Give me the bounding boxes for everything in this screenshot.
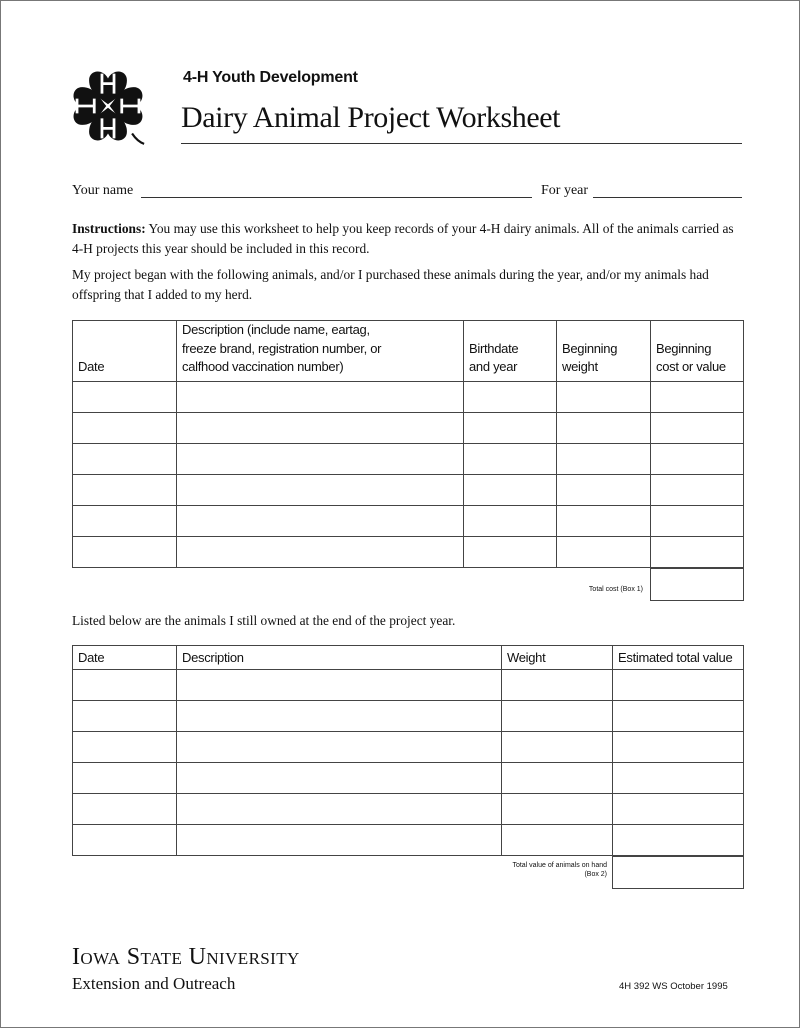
cell[interactable] bbox=[73, 536, 177, 567]
page-title: Dairy Animal Project Worksheet bbox=[181, 101, 561, 134]
cell[interactable] bbox=[502, 825, 613, 856]
col-weight-line-1: Beginning bbox=[562, 340, 618, 356]
cell[interactable] bbox=[73, 763, 177, 794]
year-field[interactable] bbox=[593, 185, 742, 198]
cell[interactable] bbox=[73, 825, 177, 856]
table-row bbox=[73, 794, 744, 825]
university-name: Iowa State University bbox=[72, 944, 300, 970]
name-field[interactable] bbox=[141, 185, 532, 198]
extension-name: Extension and Outreach bbox=[72, 974, 236, 993]
col-birthdate-line-2: and year bbox=[469, 359, 518, 374]
table-row bbox=[73, 412, 744, 443]
cell[interactable] bbox=[557, 412, 651, 443]
cell[interactable] bbox=[177, 763, 502, 794]
cell[interactable] bbox=[613, 825, 744, 856]
cell[interactable] bbox=[557, 536, 651, 567]
cell[interactable] bbox=[177, 794, 502, 825]
cell[interactable] bbox=[177, 474, 464, 505]
instructions-label: Instructions: bbox=[72, 221, 146, 236]
table-row bbox=[73, 670, 744, 701]
total-cost-box[interactable] bbox=[650, 568, 744, 601]
cell[interactable] bbox=[613, 763, 744, 794]
cell[interactable] bbox=[177, 412, 464, 443]
cell[interactable] bbox=[73, 670, 177, 701]
cell[interactable] bbox=[73, 443, 177, 474]
instructions-text bbox=[72, 219, 746, 259]
col-description bbox=[177, 321, 464, 382]
cell[interactable] bbox=[651, 505, 744, 536]
intro-text: My project began with the following animals, and/or I purchased these animals during the year, and/or my animals had offspring that I added to my herd. bbox=[72, 267, 709, 302]
col-weight-line-2: weight bbox=[562, 359, 598, 374]
cell[interactable] bbox=[502, 763, 613, 794]
col-estimated-value: Estimated total value bbox=[613, 646, 744, 670]
table-row bbox=[73, 536, 744, 567]
cell[interactable] bbox=[73, 732, 177, 763]
ending-animals-table bbox=[72, 645, 744, 856]
total-value-box[interactable] bbox=[612, 856, 744, 889]
title-divider bbox=[181, 143, 742, 144]
cell[interactable] bbox=[651, 536, 744, 567]
col-weight: Weight bbox=[502, 646, 613, 670]
table-row bbox=[73, 825, 744, 856]
cell[interactable] bbox=[557, 381, 651, 412]
table-row bbox=[73, 443, 744, 474]
col-cost-line-1: Beginning bbox=[656, 340, 712, 356]
cell[interactable] bbox=[651, 412, 744, 443]
cell[interactable] bbox=[464, 505, 557, 536]
owned-intro-text: Listed below are the animals I still owned at the end of the project year. bbox=[72, 613, 456, 628]
cell[interactable] bbox=[73, 794, 177, 825]
cell[interactable] bbox=[177, 381, 464, 412]
cell[interactable] bbox=[73, 474, 177, 505]
table-header-row bbox=[73, 321, 744, 382]
cell[interactable] bbox=[177, 443, 464, 474]
cell[interactable] bbox=[502, 670, 613, 701]
cell[interactable] bbox=[464, 536, 557, 567]
col-description-line-3: calfhood vaccination number) bbox=[182, 359, 344, 374]
cell[interactable] bbox=[557, 474, 651, 505]
cell[interactable] bbox=[613, 732, 744, 763]
cell[interactable] bbox=[464, 443, 557, 474]
col-birthdate-line-1: Birthdate bbox=[469, 340, 519, 356]
col-birthdate bbox=[464, 321, 557, 382]
total-value-label-line-1: Total value of animals on hand bbox=[512, 862, 607, 869]
cell[interactable] bbox=[177, 701, 502, 732]
total-value-label-line-2: (Box 2) bbox=[584, 871, 607, 878]
cell[interactable] bbox=[557, 505, 651, 536]
col-cost-line-2: cost or value bbox=[656, 359, 726, 374]
cell[interactable] bbox=[557, 443, 651, 474]
col-date: Date bbox=[73, 321, 177, 382]
table-header-row bbox=[73, 646, 744, 670]
cell[interactable] bbox=[502, 701, 613, 732]
table-row bbox=[73, 732, 744, 763]
cell[interactable] bbox=[502, 794, 613, 825]
cell[interactable] bbox=[177, 732, 502, 763]
year-label: For year bbox=[541, 183, 589, 198]
cell[interactable] bbox=[464, 381, 557, 412]
col-beginning-cost bbox=[651, 321, 744, 382]
table-row bbox=[73, 763, 744, 794]
cell[interactable] bbox=[73, 412, 177, 443]
cell[interactable] bbox=[177, 825, 502, 856]
table-row bbox=[73, 701, 744, 732]
col-description: Description bbox=[177, 646, 502, 670]
cell[interactable] bbox=[177, 505, 464, 536]
table-row bbox=[73, 474, 744, 505]
col-beginning-weight bbox=[557, 321, 651, 382]
cell[interactable] bbox=[651, 381, 744, 412]
cell[interactable] bbox=[502, 732, 613, 763]
cell[interactable] bbox=[73, 505, 177, 536]
cell[interactable] bbox=[613, 794, 744, 825]
cell[interactable] bbox=[73, 701, 177, 732]
col-description-line-1: Description (include name, eartag, bbox=[182, 322, 370, 337]
cell[interactable] bbox=[464, 412, 557, 443]
cell[interactable] bbox=[613, 701, 744, 732]
cell[interactable] bbox=[651, 474, 744, 505]
col-description-line-2: freeze brand, registration number, or bbox=[182, 340, 382, 356]
total-cost-label: Total cost (Box 1) bbox=[588, 586, 643, 593]
cell[interactable] bbox=[464, 474, 557, 505]
total-value-label bbox=[441, 861, 607, 879]
four-h-clover-icon bbox=[65, 63, 151, 149]
col-date: Date bbox=[73, 646, 177, 670]
cell[interactable] bbox=[177, 670, 502, 701]
instructions-body: You may use this worksheet to help you keep records of your 4-H dairy animals. All of the animals carried as 4-H projects this year should be included in this record. bbox=[72, 221, 734, 256]
cell[interactable] bbox=[177, 536, 464, 567]
beginning-animals-table bbox=[72, 320, 744, 568]
name-label: Your name bbox=[72, 183, 134, 198]
cell[interactable] bbox=[613, 670, 744, 701]
cell[interactable] bbox=[73, 381, 177, 412]
table-row bbox=[73, 381, 744, 412]
cell[interactable] bbox=[651, 443, 744, 474]
table-row bbox=[73, 505, 744, 536]
publication-code: 4H 392 WS October 1995 bbox=[619, 981, 728, 992]
organization-name: 4-H Youth Development bbox=[183, 69, 358, 86]
